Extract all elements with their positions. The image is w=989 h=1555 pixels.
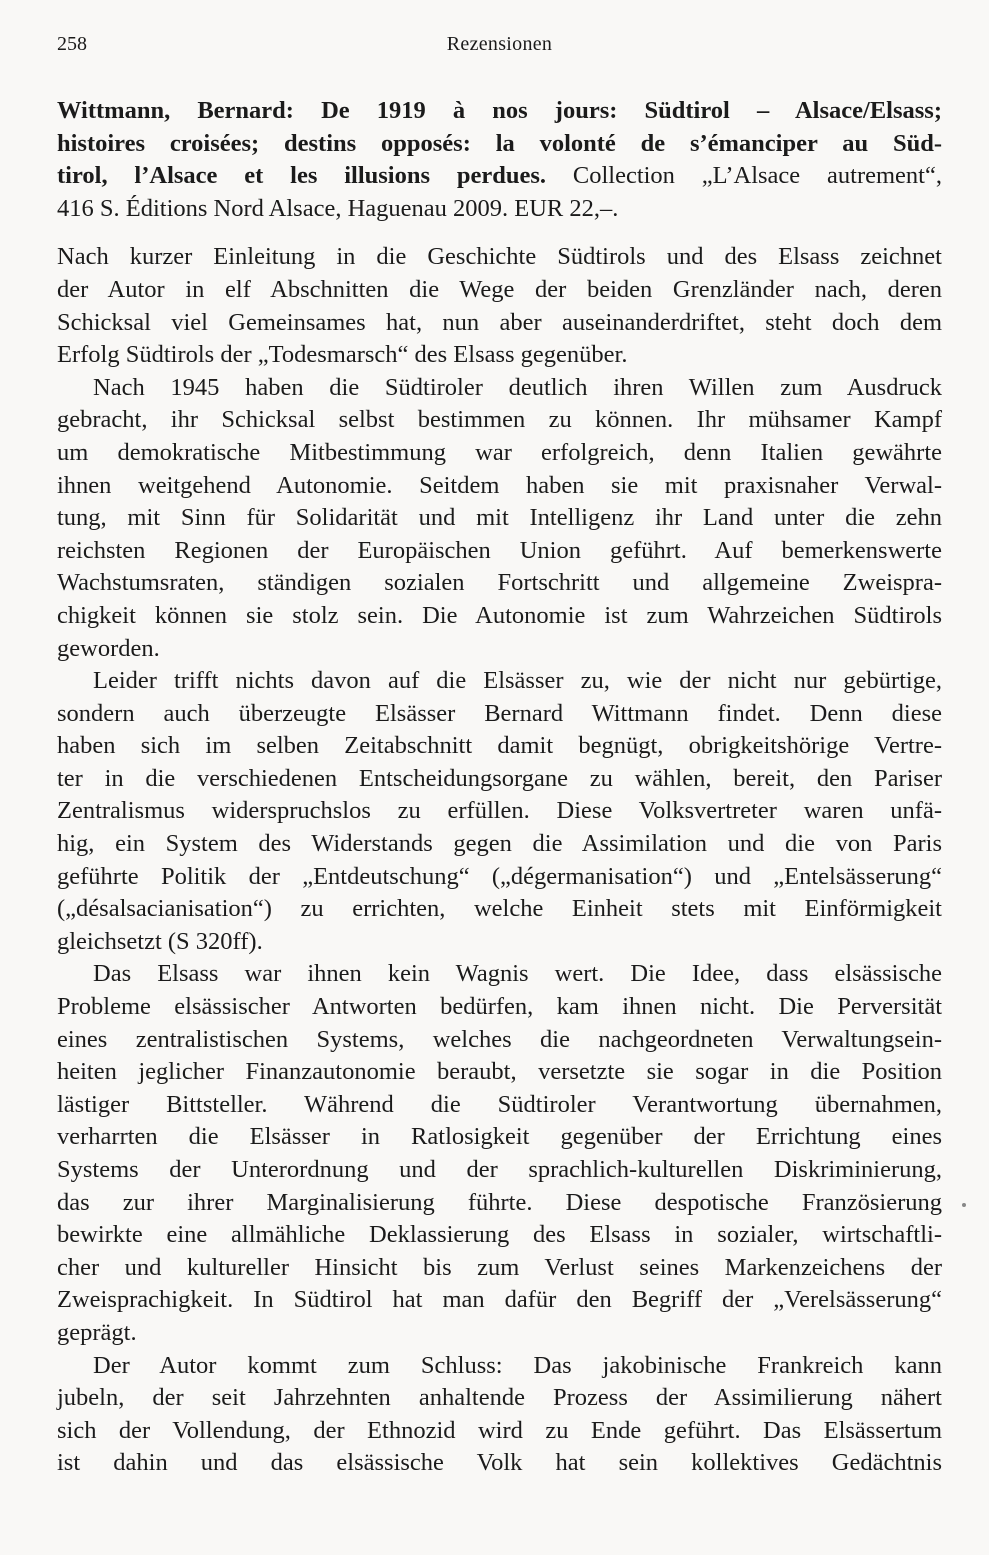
citation-plain: 416 S. Éditions Nord Alsace, Haguenau 2009. EUR 22,–. xyxy=(57,194,619,222)
text-line: geworden. xyxy=(57,634,160,662)
paragraph xyxy=(57,958,942,1349)
text-line: Erfolg Südtirols der „Todesmarsch“ des Elsass gegenüber. xyxy=(57,341,628,369)
text-line: cher und kultureller Hinsicht bis zum Verlust seines Markenzeichens der xyxy=(57,1253,942,1281)
citation-line xyxy=(57,193,942,226)
review-paragraphs xyxy=(57,241,942,1480)
citation-bold: tirol, l’Alsace et les illusions perdues. xyxy=(57,162,547,190)
text-line: der Autor in elf Abschnitten die Wege der beiden Grenzländer nach, deren xyxy=(57,275,942,303)
text-line: Der Autor kommt zum Schluss: Das jakobinische Frankreich kann xyxy=(93,1351,942,1379)
citation-plain: Collection „L’Alsace autrement“, xyxy=(546,162,942,190)
citation-bold: histoires croisées; destins opposés: la volonté de s’émanciper au Süd- xyxy=(57,129,942,157)
running-head xyxy=(57,30,942,58)
citation-line xyxy=(57,95,942,128)
text-line: bewirkte eine allmähliche Deklassierung des Elsass in sozialer, wirtschaftli- xyxy=(57,1221,942,1249)
paragraph xyxy=(57,241,942,371)
text-line: geführte Politik der „Entdeutschung“ („dégermanisation“) und „Entelsässerung“ xyxy=(57,862,942,890)
text-line: sich der Vollendung, der Ethnozid wird zu Ende geführt. Das Elsässertum xyxy=(57,1416,942,1444)
text-line: Nach kurzer Einleitung in die Geschichte Südtirols und des Elsass zeichnet xyxy=(57,243,942,271)
text-line: sondern auch überzeugte Elsässer Bernard Wittmann findet. Denn diese xyxy=(57,699,942,727)
text-line: ter in die verschiedenen Entscheidungsorgane zu wählen, bereit, den Pariser xyxy=(57,764,942,792)
text-line: Systems der Unterordnung und der sprachlich-kulturellen Diskriminierung, xyxy=(57,1156,942,1183)
text-line: Das Elsass war ihnen kein Wagnis wert. Die Idee, dass elsässische xyxy=(93,960,942,988)
review-body xyxy=(57,95,942,1480)
citation-line xyxy=(57,128,942,161)
text-line: jubeln, der seit Jahrzehnten anhaltende Prozess der Assimilierung nähert xyxy=(57,1384,942,1412)
text-line: reichsten Regionen der Europäischen Union geführt. Auf bemerkenswerte xyxy=(57,536,942,564)
text-line: verharrten die Elsässer in Ratlosigkeit gegenüber der Errichtung eines xyxy=(57,1123,942,1151)
text-line: Zweisprachigkeit. In Südtirol hat man dafür den Begriff der „Verelsässerung“ xyxy=(57,1286,942,1314)
text-line: Nach 1945 haben die Südtiroler deutlich ihren Willen zum Ausdruck xyxy=(93,373,942,401)
text-line: geprägt. xyxy=(57,1318,137,1346)
text-line: Wachstumsraten, ständigen sozialen Fortschritt und allgemeine Zweispra- xyxy=(57,569,942,597)
text-line: heiten jeglicher Finanzautonomie beraubt, versetzte sie sogar in die Position xyxy=(57,1058,942,1086)
paragraph xyxy=(57,1350,942,1480)
section-title: Rezensionen xyxy=(446,33,553,55)
citation-line xyxy=(57,160,942,193)
text-line: tung, mit Sinn für Solidarität und mit Intelligenz ihr Land unter die zehn xyxy=(57,504,942,532)
paragraph xyxy=(57,665,942,958)
text-line: gleichsetzt (S 320ff). xyxy=(57,927,263,955)
text-line: („désalsacianisation“) zu errichten, welche Einheit stets mit Einförmigkeit xyxy=(57,895,942,923)
text-line: das zur ihrer Marginalisierung führte. Diese despotische Französierung xyxy=(57,1188,942,1216)
text-line: haben sich im selben Zeitabschnitt damit begnügt, obrigkeitshörige Vertre- xyxy=(57,732,942,760)
bibliographic-citation xyxy=(57,95,942,225)
text-line: Probleme elsässischer Antworten bedürfen, kam ihnen nicht. Die Perversität xyxy=(57,993,942,1021)
margin-speck xyxy=(962,1203,966,1207)
text-line: Leider trifft nichts davon auf die Elsässer zu, wie der nicht nur gebürtige, xyxy=(93,667,942,695)
text-line: gebracht, ihr Schicksal selbst bestimmen zu können. Ihr mühsamer Kampf xyxy=(57,406,942,434)
text-line: hig, ein System des Widerstands gegen die Assimilation und die von Paris xyxy=(57,830,942,858)
citation-bold: Wittmann, Bernard: De 1919 à nos jours: Südtirol – Alsace/Elsass; xyxy=(57,97,942,124)
text-line: Schicksal viel Gemeinsames hat, nun aber auseinanderdriftet, steht doch dem xyxy=(57,308,942,336)
text-line: um demokratische Mitbestimmung war erfolgreich, denn Italien gewährte xyxy=(57,438,942,466)
text-line: lästiger Bittsteller. Während die Südtiroler Verantwortung übernahmen, xyxy=(57,1090,942,1118)
text-line: eines zentralistischen Systems, welches die nachgeordneten Verwaltungsein- xyxy=(57,1025,942,1053)
page-number: 258 xyxy=(57,33,87,55)
text-line: ist dahin und das elsässische Volk hat sein kollektives Gedächtnis xyxy=(57,1449,942,1477)
text-line: ihnen weitgehend Autonomie. Seitdem haben sie mit praxisnaher Verwal- xyxy=(57,471,942,499)
text-line: Zentralismus widerspruchslos zu erfüllen. Diese Volksvertreter waren unfä- xyxy=(57,797,942,825)
paragraph xyxy=(57,372,942,665)
text-line: chigkeit können sie stolz sein. Die Autonomie ist zum Wahrzeichen Südtirols xyxy=(57,601,942,629)
